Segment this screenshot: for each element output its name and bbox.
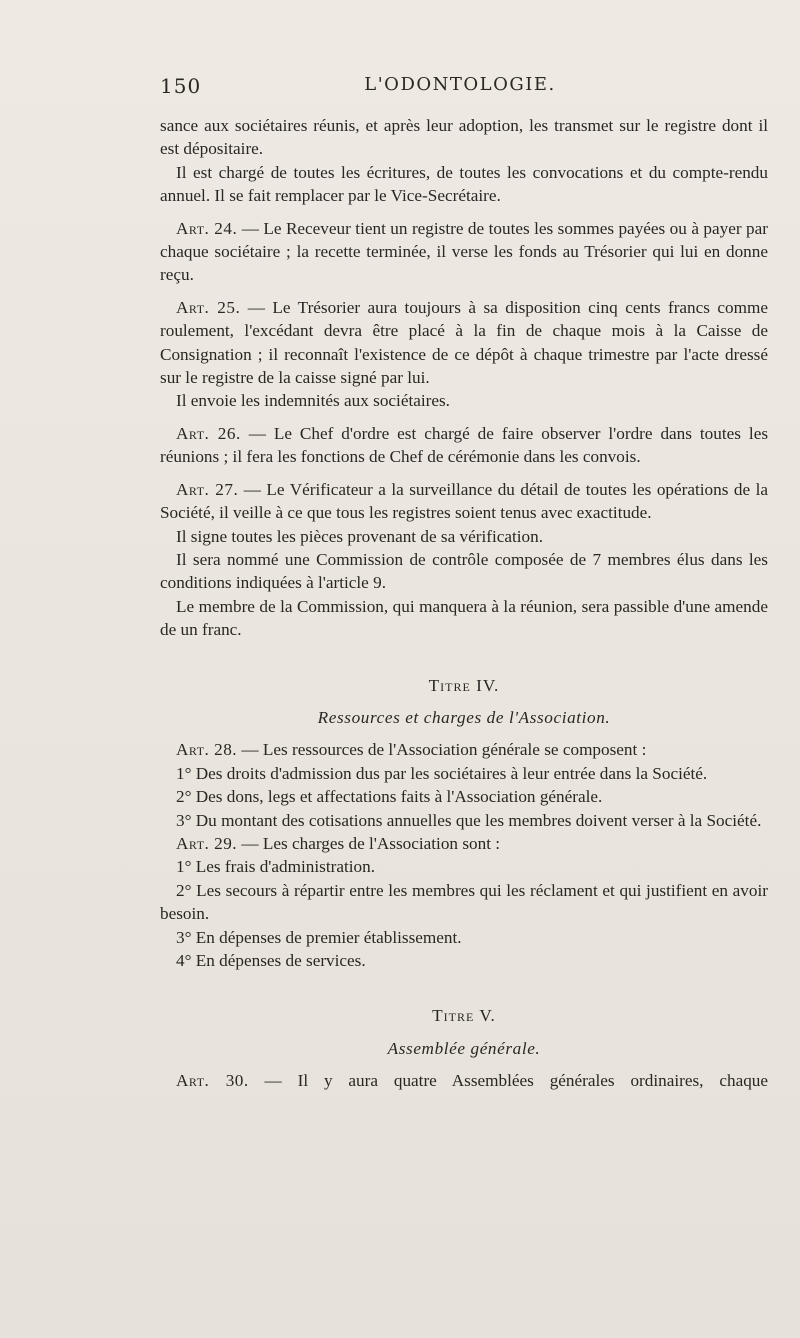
section-heading-titre-iv: Titre IV.: [428, 675, 500, 695]
list-item: 2° Des dons, legs et affectations faits à l'Association générale.: [176, 787, 603, 807]
article-label: Art. 30.: [176, 1071, 249, 1091]
article-label: Art. 25.: [176, 297, 241, 317]
page-number: 150: [160, 74, 202, 98]
article-27: [160, 478, 768, 525]
article-25: [160, 296, 768, 390]
article-text: — Le Chef d'ordre est chargé de faire observer l'ordre dans toutes les réunions ; il fera les fonctions de Chef de cérémonie dans les convois.: [160, 423, 769, 467]
list-item: 1° Les frais d'administration.: [176, 857, 375, 877]
paragraph-secretary-duties: Il est chargé de toutes les écritures, de toutes les convocations et du compte-rendu annuel. Il se fait remplacer par le Vice-Secrétaire.: [160, 162, 768, 206]
paragraph-amende: Le membre de la Commission, qui manquera à la réunion, sera passible d'une amende de un franc.: [160, 596, 768, 640]
paragraph-indemnites: Il envoie les indemnités aux sociétaires.: [176, 391, 450, 411]
article-24: [160, 217, 768, 287]
list-item: 3° En dépenses de premier établissement.: [176, 927, 462, 947]
running-title: L'ODONTOLOGIE.: [364, 74, 556, 95]
body-text: [160, 114, 768, 1093]
paragraph-commission: Il sera nommé une Commission de contrôle composée de 7 membres élus dans les conditions indiquées à l'article 9.: [160, 549, 768, 593]
list-item: 3° Du montant des cotisations annuelles que les membres doivent verser à la Société.: [176, 810, 762, 830]
list-item: 2° Les secours à répartir entre les membres qui les réclament et qui justifient en avoir besoin.: [160, 880, 768, 924]
article-text: — Il y aura quatre Assemblées générales ordinaires, chaque: [248, 1071, 769, 1091]
list-item: 1° Des droits d'admission dus par les sociétaires à leur entrée dans la Société.: [176, 763, 708, 783]
article-text: — Le Vérificateur a la surveillance du détail de toutes les opérations de la Société, il veille à ce que tous les registres soient tenus avec exactitude.: [160, 479, 769, 523]
article-label: Art. 26.: [176, 423, 241, 443]
paragraph-continuation: sance aux sociétaires réunis, et après leur adoption, les transmet sur le registre dont il est dépositaire.: [160, 116, 768, 159]
article-label: Art. 28.: [176, 740, 238, 760]
article-text: — Les ressources de l'Association générale se composent :: [237, 740, 647, 760]
article-label: Art. 29.: [176, 833, 238, 853]
article-text: — Le Receveur tient un registre de toutes les sommes payées ou à payer par chaque sociétaire ; la recette terminée, il verse les fonds au Trésorier qui lui en donne reçu.: [160, 218, 768, 285]
section-heading-titre-v: Titre V.: [432, 1006, 496, 1026]
article-29: [160, 832, 768, 855]
article-26: [160, 422, 768, 469]
article-28: [160, 738, 768, 761]
section-subheading-ressources: Ressources et charges de l'Association.: [317, 707, 611, 727]
article-30: [160, 1069, 768, 1092]
list-item: 4° En dépenses de services.: [176, 951, 366, 970]
page-header: [160, 74, 760, 104]
article-text: — Les charges de l'Association sont :: [237, 833, 501, 853]
section-subheading-assemblee: Assemblée générale.: [387, 1038, 541, 1058]
paragraph-signe: Il signe toutes les pièces provenant de sa vérification.: [176, 526, 544, 546]
article-label: Art. 24.: [176, 218, 238, 238]
article-text: — Le Trésorier aura toujours à sa disposition cinq cents francs comme roulement, l'excédant devra être placé à la fin de chaque mois à la Caisse de Consignation ; il reconnaît l'existence de ce dépôt à chaque trimestre par l'acte dressé sur le registre de la caisse signé par lui.: [160, 297, 769, 388]
article-label: Art. 27.: [176, 479, 239, 499]
